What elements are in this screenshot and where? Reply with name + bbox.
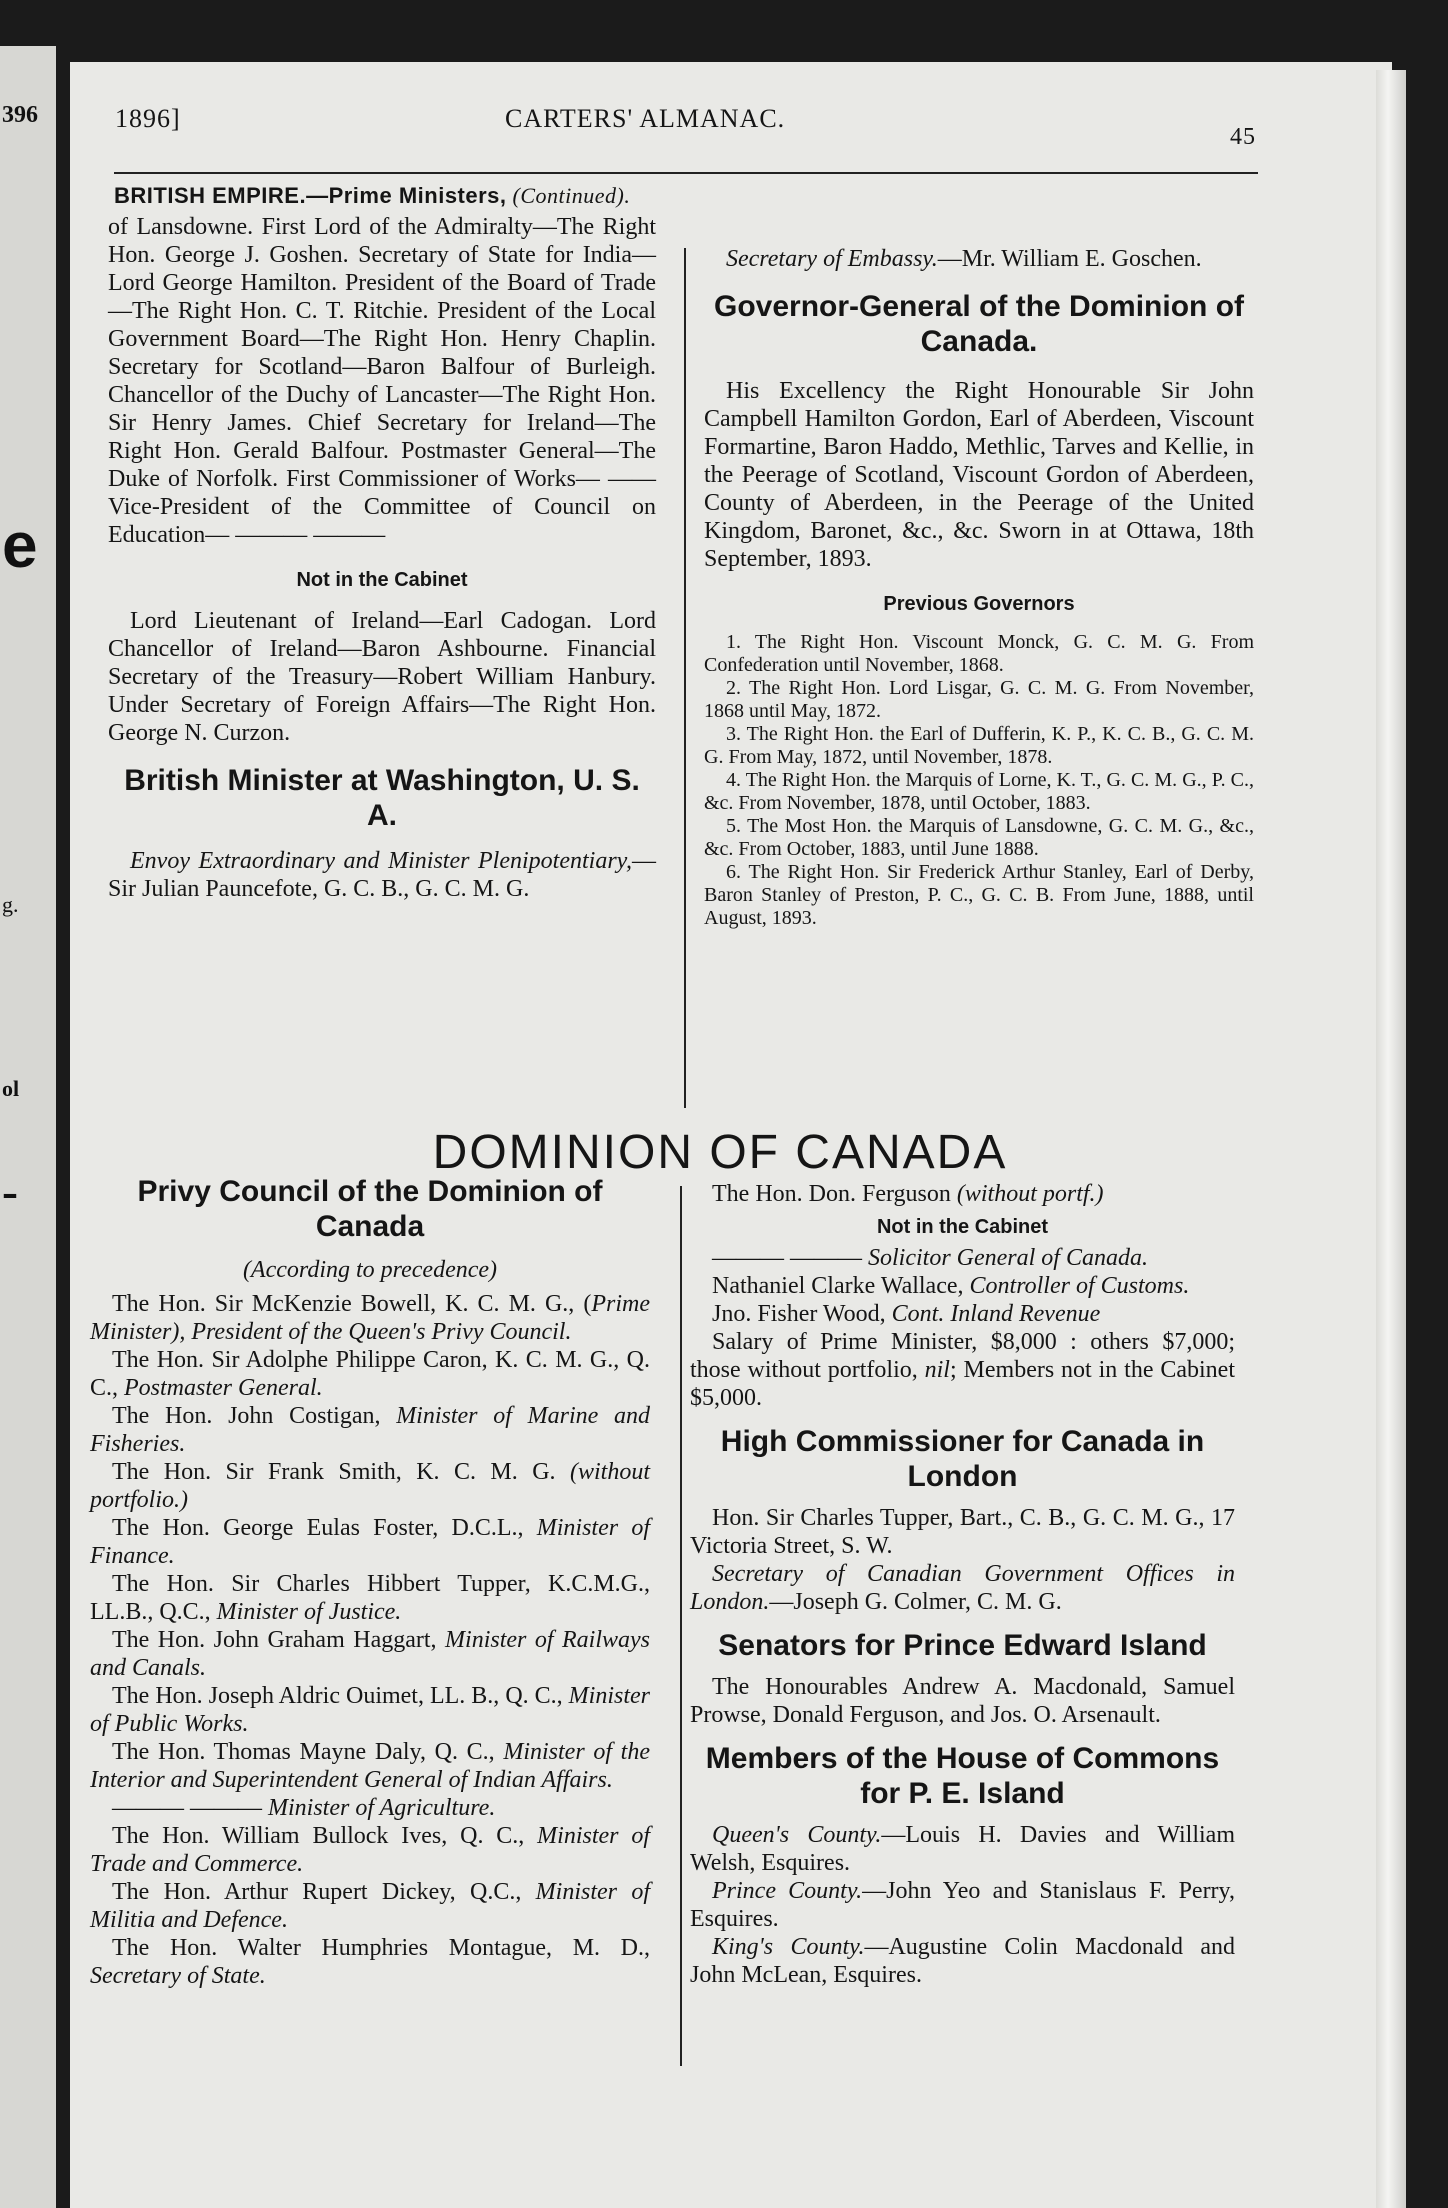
left-column-bottom [90,1174,650,1990]
right-column-top [704,245,1254,930]
privy-member: The Hon. John Costigan, Minister of Marine and Fisheries. [90,1403,650,1457]
governor-entry: 3. The Right Hon. the Earl of Dufferin, K. P., K. C. B., G. C. M. G. From May, 1872, until November, 1878. [704,723,1254,768]
privy-council-heading: Privy Council of the Dominion of Canada [137,1175,603,1243]
privy-member: The Hon. Sir Adolphe Philippe Caron, K. C. M. G., Q. C., Postmaster General. [90,1347,650,1401]
prince-members: —John Yeo and Stanislaus F. Perry, Esquires. [690,1878,1235,1932]
ferguson-name: The Hon. Don. Ferguson [712,1181,957,1207]
precedence-note: (According to precedence) [242,1257,498,1283]
not-in-cabinet-heading: Not in the Cabinet [296,569,468,591]
governor-general-heading: Governor-General of the Dominion of Canada. [713,290,1245,358]
commons-heading: Members of the House of Commons for P. E. Island [705,1742,1220,1810]
dominion-of-canada-title: DOMINION OF CANADA [432,1126,1008,1179]
wood-role: Cont. Inland Revenue [891,1301,1101,1327]
high-commissioner-heading: High Commissioner for Canada in London [720,1425,1205,1493]
prev-page-fragment: 396 [2,102,38,128]
privy-member: The Hon. Sir McKenzie Bowell, K. C. M. G., (Prime Minister), President of the Queen's Privy Council. [90,1291,650,1345]
senators-paragraph: The Honourables Andrew A. Macdonald, Samuel Prowse, Donald Ferguson, and Jos. O. Arsenault. [690,1674,1235,1728]
privy-member: The Hon. William Bullock Ives, Q. C., Minister of Trade and Commerce. [90,1823,650,1877]
privy-member: The Hon. Arthur Rupert Dickey, Q.C., Minister of Militia and Defence. [90,1879,650,1933]
governor-entry: 1. The Right Hon. Viscount Monck, G. C. M. G. From Confederation until November, 1868. [704,631,1254,676]
senators-heading: Senators for Prince Edward Island [718,1629,1207,1662]
column-divider-lower [680,1186,682,2066]
running-head [114,183,630,209]
envoy-name: —Sir Julian Pauncefote, G. C. B., G. C. M. G. [108,848,656,902]
header-year: 1896] [115,104,181,133]
privy-member: The Hon. Thomas Mayne Daly, Q. C., Minister of the Interior and Superintendent General of Indian Affairs. [90,1739,650,1793]
prince-county: Prince County. [712,1878,863,1904]
solicitor-role: Solicitor General of Canada. [868,1245,1148,1271]
cabinet-paragraph: of Lansdowne. First Lord of the Admiralty—The Right Hon. George J. Goshen. Secretary of State for India—Lord George Hamilton. President of the Board of Trade—The Right Hon. C. T. Ritchie. President of the Local Government Board—The Right Hon. Henry Chaplin. Secretary for Scotland—Baron Balfour of Burleigh. Chancellor of the Duchy of Lancaster—The Right Hon. Sir Henry James. Chief Secretary for Ireland—The Right Hon. Gerald Balfour. Postmaster General—The Duke of Norfolk. First Commissioner of Works— —— Vice-President of the Committee of Council on Education— ——— ——— [108,214,656,548]
header-rule [114,172,1258,174]
running-head-lead: BRITISH EMPIRE.—Prime Ministers, [114,183,507,208]
previous-page-edge [0,46,56,2208]
wood-name: Jno. Fisher Wood, [712,1301,892,1327]
high-commissioner-name: Hon. Sir Charles Tupper, Bart., C. B., G. C. M. G., 17 Victoria Street, S. W. [690,1505,1235,1559]
queens-county: Queen's County. [712,1822,882,1848]
kings-county: King's County. [712,1934,865,1960]
prev-page-fragment: - [2,1165,18,1218]
governor-entry: 2. The Right Hon. Lord Lisgar, G. C. M. G. From November, 1868 until May, 1872. [704,677,1254,722]
envoy-role: Envoy Extraordinary and Minister Plenipotentiary, [130,848,632,874]
hc-secretary-role: Secretary of Canadian Government Offices in London. [690,1561,1235,1615]
kings-members: —Augustine Colin Macdonald and John McLean, Esquires. [690,1934,1236,1988]
wallace-name: Nathaniel Clarke Wallace, [712,1273,970,1299]
embassy-name: —Mr. William E. Goschen. [937,246,1202,272]
privy-member: The Hon. Joseph Aldric Ouimet, LL. B., Q. C., Minister of Public Works. [90,1683,650,1737]
governor-entry: 6. The Right Hon. Sir Frederick Arthur Stanley, Earl of Derby, Baron Stanley of Preston, P. C., G. C. B. From June, 1888, until August, 1893. [704,861,1254,929]
privy-member: The Hon. George Eulas Foster, D.C.L., Minister of Finance. [90,1515,651,1569]
privy-member: The Hon. Sir Charles Hibbert Tupper, K.C.M.G., LL.B., Q.C., Minister of Justice. [90,1571,650,1625]
ferguson-role: (without portf.) [956,1181,1104,1207]
previous-governors-list [704,631,1254,930]
prev-page-fragment: ol [2,1076,20,1101]
hc-secretary-name: —Joseph G. Colmer, C. M. G. [769,1589,1062,1615]
privy-member: The Hon. Sir Frank Smith, K. C. M. G. (without portfolio.) [90,1459,650,1513]
privy-member: The Hon. John Graham Haggart, Minister of Railways and Canals. [90,1627,651,1681]
governor-general-paragraph: His Excellency the Right Honourable Sir John Campbell Hamilton Gordon, Earl of Aberdeen, Viscount Formartine, Baron Haddo, Methlic, Tarves and Kellie, in the Peerage of Scotland, Viscount Gordon of Aberdeen, County of Aberdeen, in the Peerage of the United Kingdom, Baronet, &c., &c. Sworn in at Ottawa, 18th September, 1893. [704,378,1254,572]
running-head-continued: (Continued). [512,183,631,208]
not-in-cabinet-paragraph: Lord Lieutenant of Ireland—Earl Cadogan. Lord Chancellor of Ireland—Baron Ashbourne. Financial Secretary of the Treasury—Robert William Hanbury. Under Secretary of Foreign Affairs—The Right Hon. George N. Curzon. [108,608,656,746]
salary-nil: nil [924,1357,950,1383]
wallace-role: Controller of Customs. [969,1273,1190,1299]
privy-member: ——— ——— Minister of Agriculture. [112,1795,496,1821]
salary-text-2: ; Members not in the Cabinet $5,000. [690,1357,1236,1411]
page-number: 45 [1230,124,1256,150]
not-in-cabinet-heading-2: Not in the Cabinet [876,1216,1049,1238]
embassy-role: Secretary of Embassy. [726,246,938,272]
governor-entry: 5. The Most Hon. the Marquis of Lansdowne, G. C. M. G., &c., &c. From October, 1883, until June 1888. [704,815,1254,860]
prev-page-fragment: e [2,509,38,581]
governor-entry: 4. The Right Hon. the Marquis of Lorne, K. T., G. C. M. G., P. C., &c. From November, 1878, until October, 1883. [704,769,1254,814]
privy-member: The Hon. Walter Humphries Montague, M. D., Secretary of State. [90,1935,650,1989]
page-edge-shadow [1376,70,1406,2208]
previous-governors-heading: Previous Governors [883,593,1075,615]
prev-page-fragment: g. [2,892,19,917]
salary-text: Salary of Prime Minister, $8,000 : others $7,000; those without portfolio, [690,1329,1235,1383]
left-column-top [108,213,656,903]
right-column-bottom [690,1180,1235,1989]
solicitor-dash: ——— ——— [712,1245,868,1271]
column-divider-upper [684,248,686,1108]
queens-members: —Louis H. Davies and William Welsh, Esquires. [690,1822,1235,1876]
header-title: CARTERS' ALMANAC. [505,104,786,133]
british-minister-heading: British Minister at Washington, U. S. A. [124,764,640,832]
